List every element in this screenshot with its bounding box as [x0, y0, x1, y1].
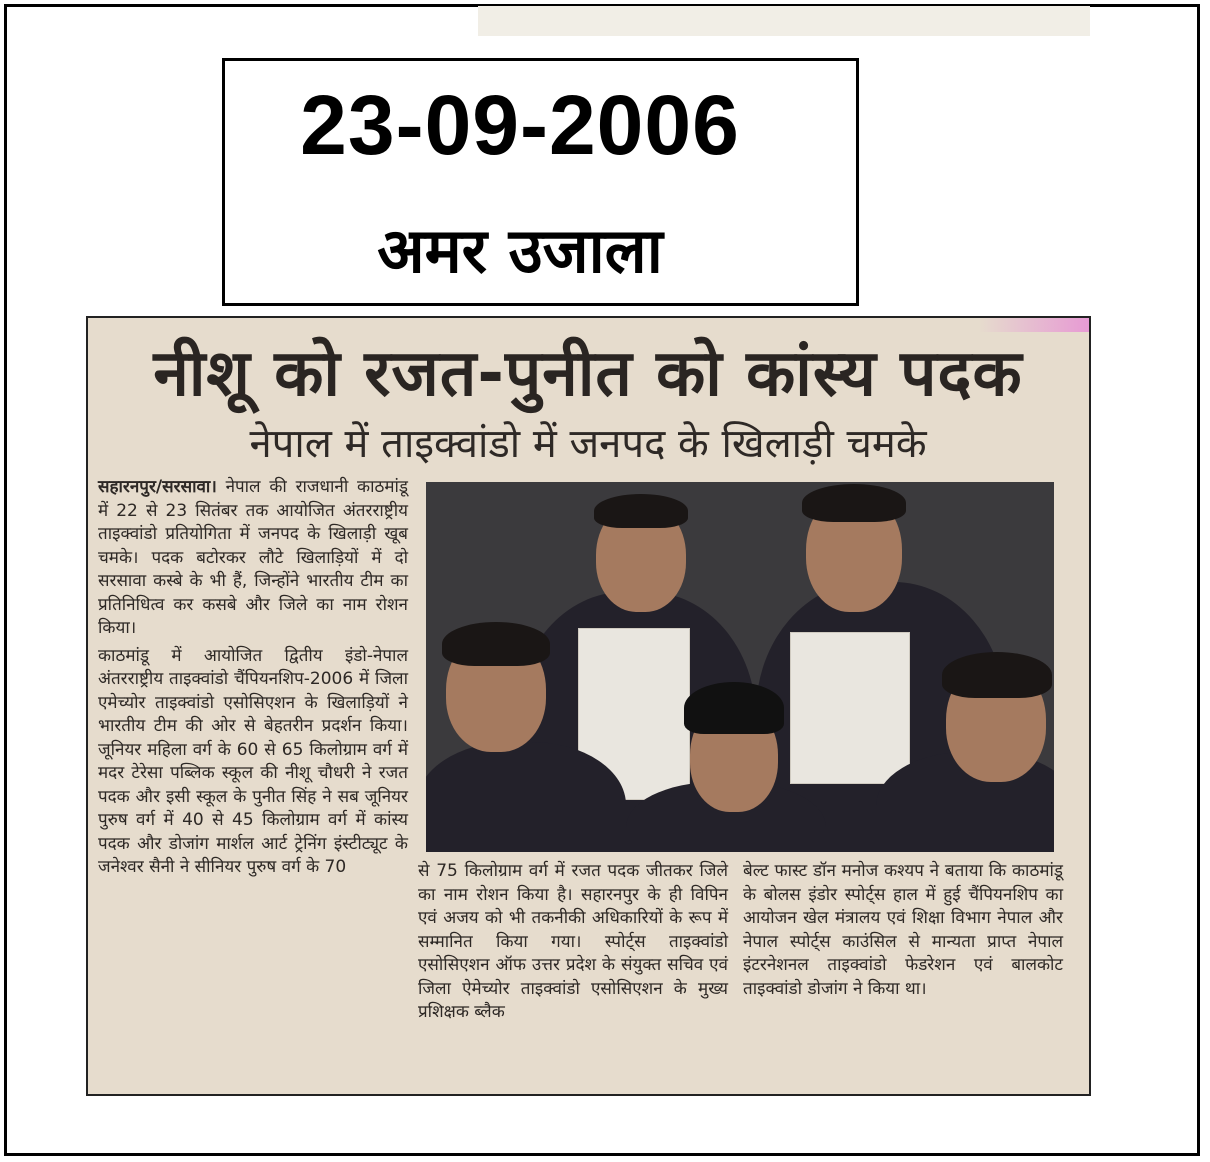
article-column-2: से 75 किलोग्राम वर्ग में रजत पदक जीतकर जिले का नाम रोशन किया है। सहारनपुर के ही विपिन एवं अजय को भी तकनीकी अधिकारियों के रूप में सम्मानित किया गया। स्पोर्ट्स ताइक्वांडो एसोसिएशन ऑफ उत्तर प्रदेश के संयुक्त सचिव एवं जिला ऐमेच्योर ताइक्वांडो एसोसिएशन के मुख्य प्रशिक्षक ब्लैक — [418, 861, 728, 1022]
headline: नीशू को रजत-पुनीत को कांस्य पदक — [153, 337, 1023, 411]
certificate-right — [790, 632, 910, 784]
article-column-3: बेल्ट फास्ट डॉन मनोज कश्यप ने बताया कि काठमांडू के बोलस इंडोर स्पोर्ट्स हाल में हुई चैंपियनशिप का आयोजन खेल मंत्रालय एवं शिक्षा विभाग नेपाल और नेपाल स्पोर्ट्स काउंसिल से मान्यता प्राप्त नेपाल इंटरनेशनल ताइक्वांडो फेडरेशन एवं बालकोट ताइक्वांडो डोजांग ने किया था। — [743, 861, 1063, 999]
dateline: सहारनपुर/सरसावा। — [98, 477, 217, 497]
team-photo — [426, 482, 1054, 852]
article-column-1 — [98, 476, 408, 880]
header-box — [222, 58, 859, 306]
publication-date: 23-09-2006 — [300, 78, 740, 172]
scan-strip — [478, 6, 1090, 36]
newspaper-name: अमर उजाला — [377, 214, 663, 287]
subheadline: नेपाल में ताइक्वांडो में जनपद के खिलाड़ी चमके — [249, 421, 927, 467]
paragraph-2: काठमांडू में आयोजित द्वितीय इंडो-नेपाल अंतरराष्ट्रीय ताइक्वांडो चैंपियनशिप-2006 में जिला एमेच्योर ताइक्वांडो एसोसिएशन के खिलाड़ियों ने भारतीय टीम की ओर से बेहतरीन प्रदर्शन किया। जूनियर महिला वर्ग के 60 से 65 किलोग्राम वर्ग में मदर टेरेसा पब्लिक स्कूल की नीशू चौधरी ने रजत पदक और इसी स्कूल के पुनीत सिंह ने सब जूनियर पुरुष वर्ग में 40 से 45 किलोग्राम वर्ग में कांस्य पदक और डोजांग मार्शल आर्ट ट्रेनिंग इंस्टीट्यूट के जनेश्वर सैनी ने सीनियर पुरुष वर्ग के 70 — [98, 645, 408, 877]
news-clipping — [86, 316, 1091, 1096]
clipping-edge — [979, 318, 1089, 332]
paragraph-1: नेपाल की राजधानी काठमांडू में 22 से 23 सितंबर तक आयोजित अंतरराष्ट्रीय ताइक्वांडो प्रतियोगिता में जनपद के खिलाड़ी खूब चमके। पदक बटोरकर लौटे खिलाड़ियों में दो सरसावा कस्बे के भी हैं, जिन्होंने भारतीय टीम का प्रतिनिधित्व कर कसबे और जिले का नाम रोशन किया। — [98, 477, 409, 638]
